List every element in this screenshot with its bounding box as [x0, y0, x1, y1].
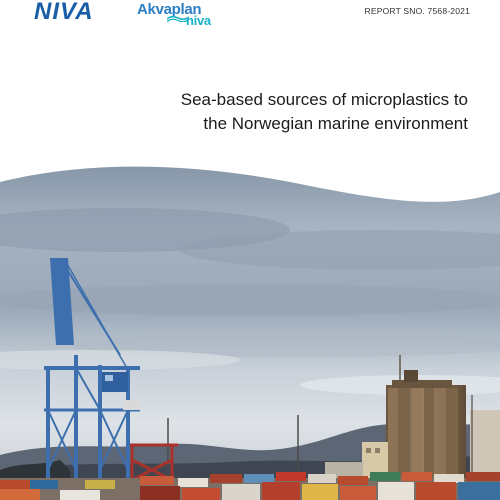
report-number: REPORT SNO. 7568-2021	[364, 6, 470, 16]
akvaplan-logo-main: Akvaplan	[137, 1, 202, 18]
report-title-line-2: the Norwegian marine environment	[203, 114, 468, 133]
niva-logo: NIVA	[34, 0, 94, 25]
report-title-line-1: Sea-based sources of microplastics to	[180, 90, 468, 109]
niva-logo-sub: niva	[186, 13, 211, 28]
